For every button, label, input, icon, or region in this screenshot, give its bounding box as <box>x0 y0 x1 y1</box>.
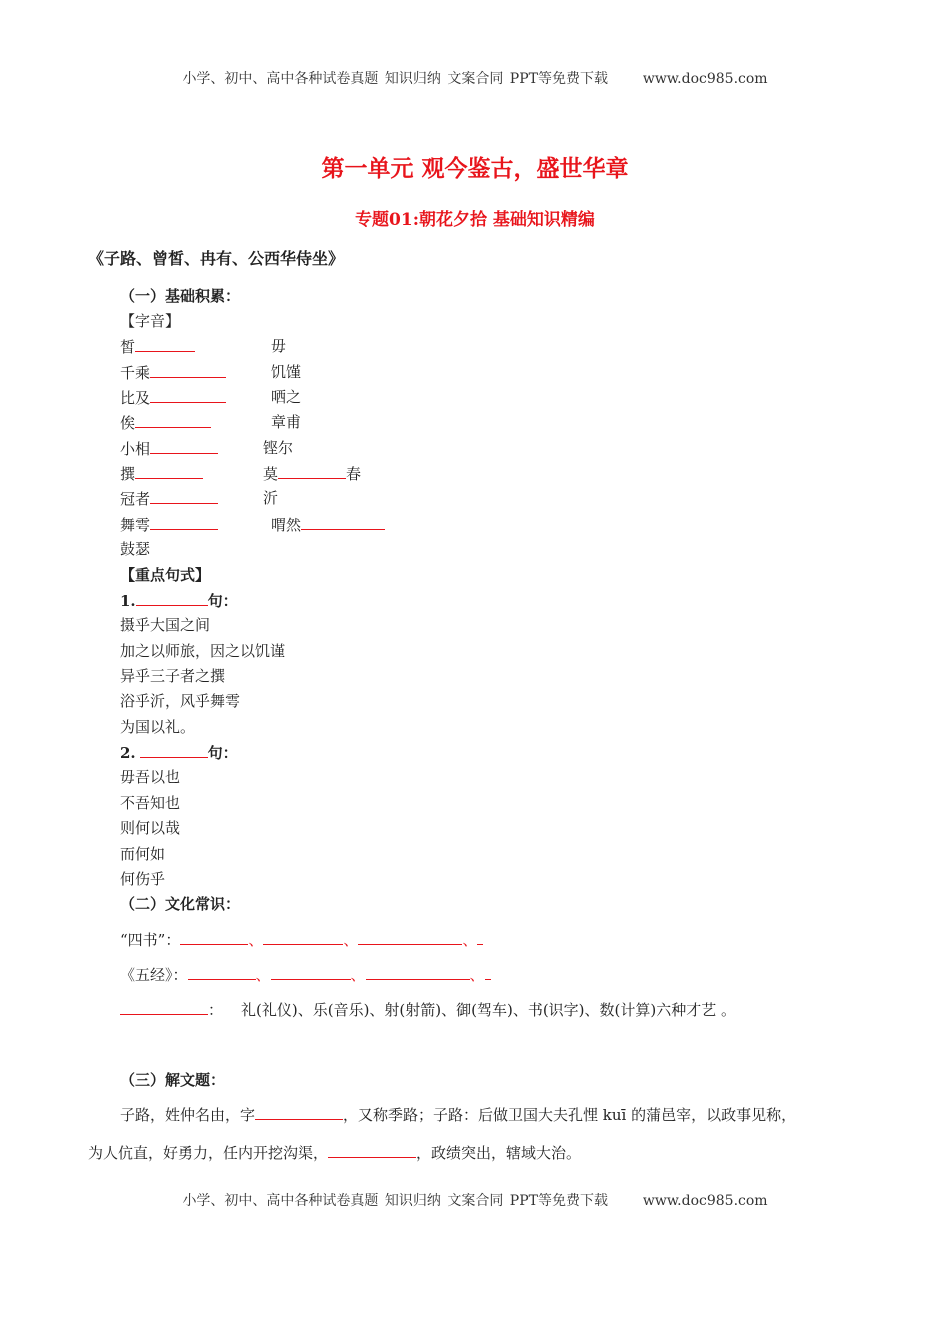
intro-line-1: 子路，姓仲名由，字 ，又称季路；子路：后做卫国大夫孔悝 kuī 的蒲邑宰，以政事见称， <box>120 1106 797 1124</box>
pron-item: 舞雩 <box>120 514 218 535</box>
pron-item: 俟 <box>120 412 211 433</box>
sentence-item: 摄乎大国之间 <box>120 616 211 634</box>
answer-blank[interactable] <box>328 1142 416 1158</box>
topic-subtitle: 专题01:朝花夕拾 基础知识精编 <box>355 210 595 230</box>
sentence-item: 毋吾以也 <box>120 768 181 786</box>
answer-blank[interactable] <box>120 999 208 1015</box>
pron-item: 沂 <box>263 489 279 507</box>
answer-blank[interactable] <box>135 336 195 352</box>
answer-blank[interactable] <box>278 463 346 479</box>
sentence-tag: 【重点句式】 <box>120 566 211 584</box>
pron-item: 章甫 <box>271 413 302 431</box>
answer-blank[interactable] <box>366 964 470 980</box>
pron-item: 铿尔 <box>263 439 294 457</box>
answer-blank[interactable] <box>263 929 343 945</box>
answer-blank[interactable] <box>150 514 218 530</box>
intro-line-2: 为人伉直，好勇力，任内开挖沟渠， ，政绩突出，辖域大治。 <box>88 1144 582 1162</box>
sentence-item: 浴乎沂，风乎舞雩 <box>120 692 241 710</box>
pron-item: 皙 <box>120 336 195 357</box>
sishu-line: “四书”： 、 、 、 <box>120 929 483 950</box>
lesson-title: 《子路、曾皙、冉有、公西华侍坐》 <box>88 249 345 268</box>
answer-blank[interactable] <box>150 438 218 454</box>
pron-item: 莫 春 <box>263 465 362 483</box>
answer-blank[interactable] <box>180 929 248 945</box>
pron-item: 毋 <box>271 337 287 355</box>
pron-item: 饥馑 <box>271 363 302 381</box>
answer-blank[interactable] <box>140 742 208 758</box>
answer-blank[interactable] <box>150 387 226 403</box>
pron-item: 哂之 <box>271 388 302 406</box>
answer-blank[interactable] <box>150 488 218 504</box>
pron-item: 小相 <box>120 438 218 459</box>
sentence-item: 异乎三子者之撰 <box>120 667 226 685</box>
pattern1-heading: 1. 句： <box>120 592 238 610</box>
sentence-item: 加之以师旅，因之以饥谨 <box>120 642 286 660</box>
section2-heading: （二）文化常识： <box>120 895 241 913</box>
sentence-item: 则何以哉 <box>120 819 181 837</box>
answer-blank[interactable] <box>150 362 226 378</box>
section1-heading: （一）基础积累： <box>120 287 241 305</box>
answer-blank[interactable] <box>255 1104 343 1120</box>
answer-blank[interactable] <box>301 514 385 530</box>
sentence-item: 为国以礼。 <box>120 718 196 736</box>
pronunciation-tag: 【字音】 <box>120 312 181 330</box>
pron-item: 冠者 <box>120 488 218 509</box>
liuyi-line: ： 礼(礼仪)、乐(音乐)、射(射箭)、御(驾车)、书(识字)、数(计算)六种才艺 。 <box>120 999 736 1020</box>
answer-blank[interactable] <box>358 929 462 945</box>
pron-item: 比及 <box>120 387 226 408</box>
pattern2-heading: 2. 句： <box>120 744 238 762</box>
wujing-line: 《五经》： 、 、 、 <box>120 964 491 985</box>
pron-item: 喟然 <box>271 514 385 535</box>
pron-item: 千乘 <box>120 362 226 383</box>
page-footer <box>0 1191 950 1211</box>
header-text: 小学、初中、高中各种试卷真题 知识归纳 文案合同 PPT等免费下载 <box>182 71 608 87</box>
answer-blank[interactable] <box>271 964 351 980</box>
answer-blank[interactable] <box>135 463 203 479</box>
answer-blank[interactable] <box>135 412 211 428</box>
sentence-item: 何伤乎 <box>120 870 166 888</box>
header-site: www.doc985.com <box>642 71 768 87</box>
footer-site: www.doc985.com <box>642 1193 768 1209</box>
unit-title: 第一单元 观今鉴古，盛世华章 <box>321 155 629 182</box>
section3-heading: （三）解文题： <box>120 1071 226 1089</box>
footer-text: 小学、初中、高中各种试卷真题 知识归纳 文案合同 PPT等免费下载 <box>182 1193 608 1209</box>
page-header <box>0 69 950 89</box>
sentence-item: 不吾知也 <box>120 794 181 812</box>
answer-blank[interactable] <box>485 964 491 980</box>
pron-item: 鼓瑟 <box>120 540 151 558</box>
answer-blank[interactable] <box>477 929 483 945</box>
answer-blank[interactable] <box>188 964 256 980</box>
sentence-item: 而何如 <box>120 845 166 863</box>
answer-blank[interactable] <box>136 590 208 606</box>
pron-item: 撰 <box>120 463 203 484</box>
